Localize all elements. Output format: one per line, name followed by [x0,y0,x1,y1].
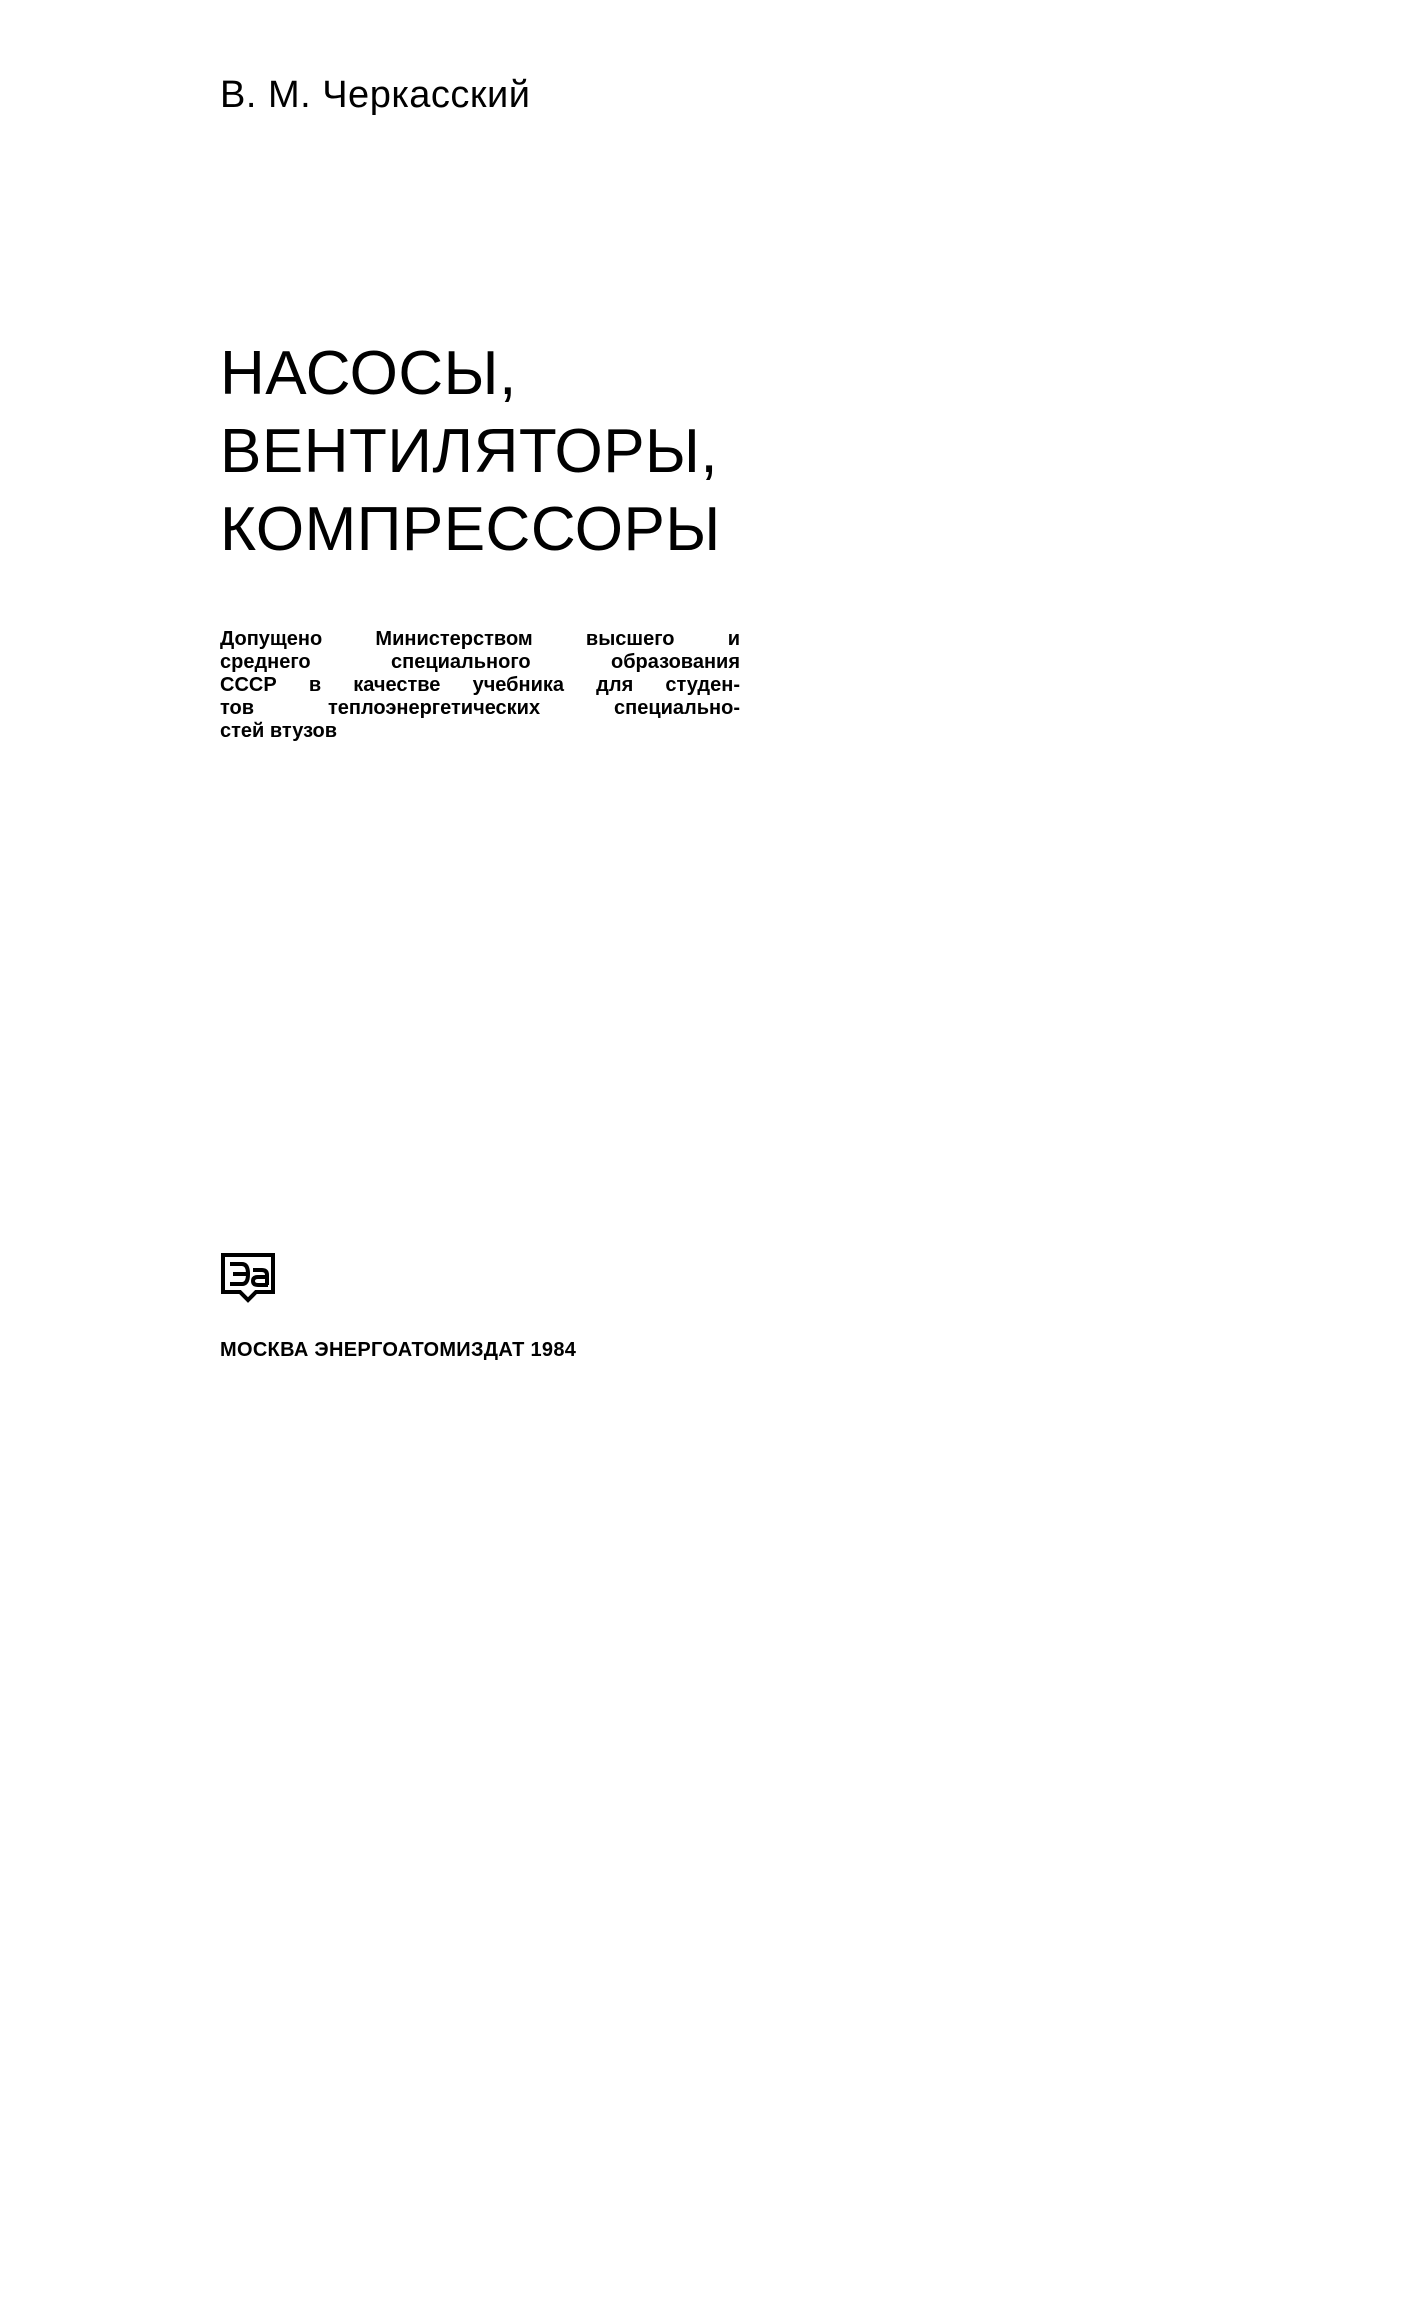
imprint [220,1340,576,1360]
approval-statement [220,628,740,743]
imprint-year: 1984 [530,1339,577,1361]
approval-line: Допущено Министерством высшего и [220,628,740,650]
approval-line: СССР в качестве учебника для студен- [220,674,740,696]
approval-line: среднего специального образования [220,651,740,673]
imprint-publisher: ЭНЕРГОАТОМИЗДАТ [314,1339,525,1361]
approval-line: тов теплоэнергетических специально- [220,697,740,719]
approval-line: стей втузов [220,720,338,742]
book-title [220,335,721,569]
energoatomizdat-logo-icon [220,1252,276,1304]
title-line: ВЕНТИЛЯТОРЫ, [220,417,719,486]
title-line: НАСОСЫ, [220,339,517,408]
imprint-city: МОСКВА [220,1339,309,1361]
title-line: КОМПРЕССОРЫ [220,495,721,564]
author-name: В. М. Черкасский [220,74,531,116]
